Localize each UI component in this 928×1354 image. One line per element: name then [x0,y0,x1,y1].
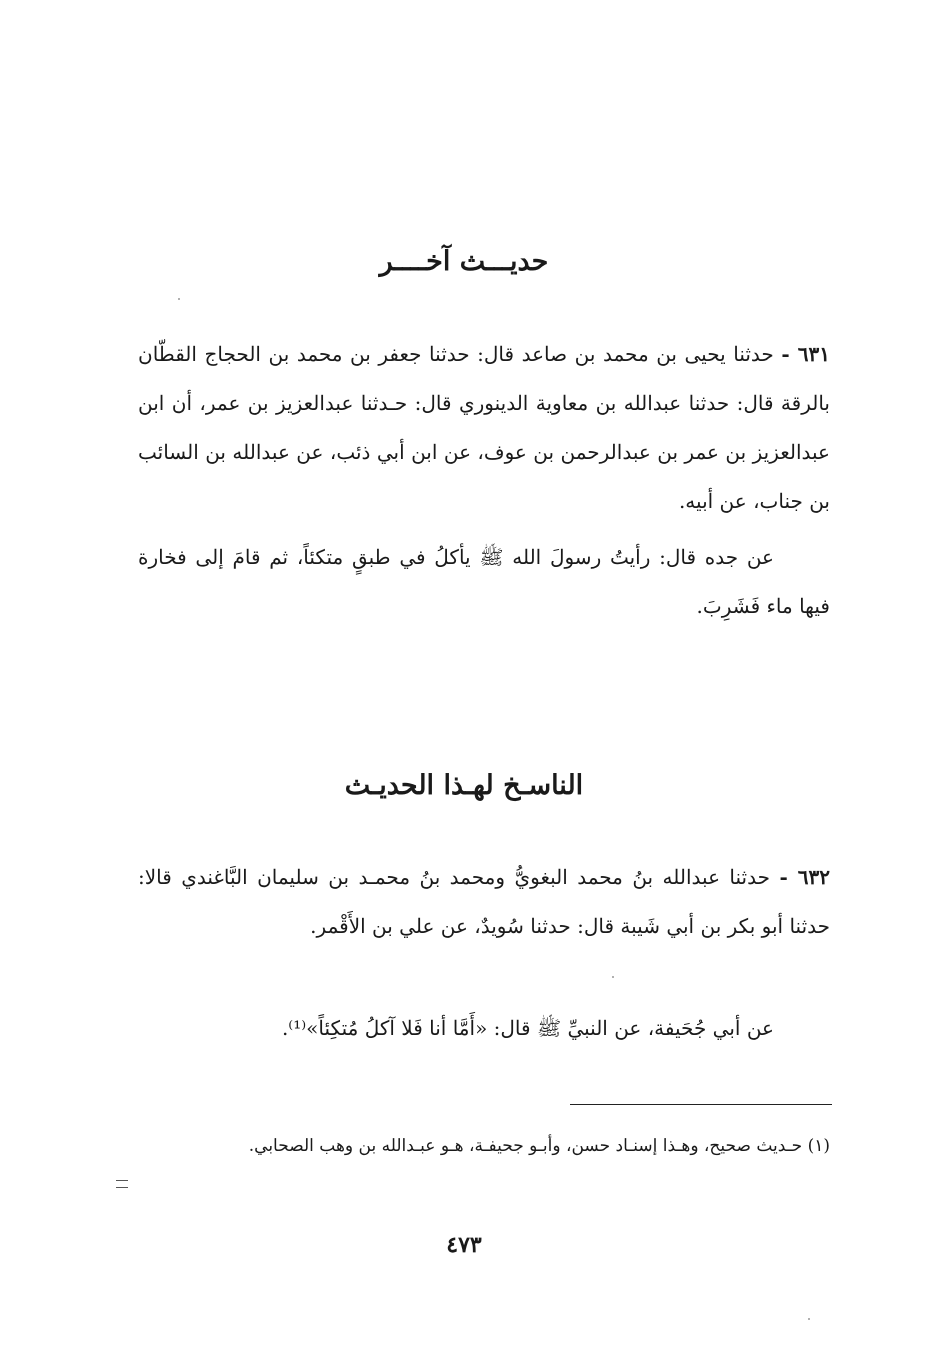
scan-speck [808,1318,810,1320]
isnad-text: حدثنا عبدالله بنُ محمد البغويُّ ومحمد بنُ محمـد بن سليمان البَّاغندي قالا: حدثنا أبو بكر بن أبي شَيبة قال: حدثنا سُويدٌ، عن علي بن الأَقْمر. [138,865,830,938]
section-heading-abrogating: الناسـخ لهـذا الحديـث [344,770,584,801]
hadith-632-isnad [138,853,830,951]
margin-mark [116,1180,128,1188]
hadith-number: ٦٣١ - [781,342,831,366]
scan-speck [178,298,180,300]
footnote: (١) حـديث صحيح، وهـذا إسنـاد حسن، وأبـو جحيفـة، هـو عبـدالله بن وهب الصحابي. [248,1136,830,1156]
page-number: ٤٧٣ [446,1232,482,1258]
hadith-number: ٦٣٢ - [779,865,831,889]
isnad-text: حدثنا يحيى بن محمد بن صاعد قال: حدثنا جعفر بن محمد بن الحجاج القطّان بالرقة قال: حدثنا عبدالله بن معاوية الدينوري قال: حـدثنا عبدالعزيز بن عمر، أن ابن عبدالعزيز بن عمر بن عبدالرحمن بن عوف، عن ابن أبي ذئب، عن عبدالله بن السائب بن جناب، عن أبيه. [138,342,830,513]
scan-speck [612,976,614,978]
hadith-631-matn: عن جده قال: رأيتُ رسولَ الله ﷺ يأكلُ في طبقٍ متكئاً، ثم قامَ إلى فخارة فيها ماء فَشَرِبَ. [138,545,830,618]
footnote-divider [570,1104,832,1105]
section-heading-another-hadith: حديـــث آخــــر [379,246,549,277]
hadith-631-isnad [138,330,830,526]
hadith-632-matn: عن أبي جُحَيفة، عن النبيِّ ﷺ قال: «أَمَّا أنا فَلا آكلُ مُتكِئاً»⁽¹⁾. [281,1016,774,1040]
